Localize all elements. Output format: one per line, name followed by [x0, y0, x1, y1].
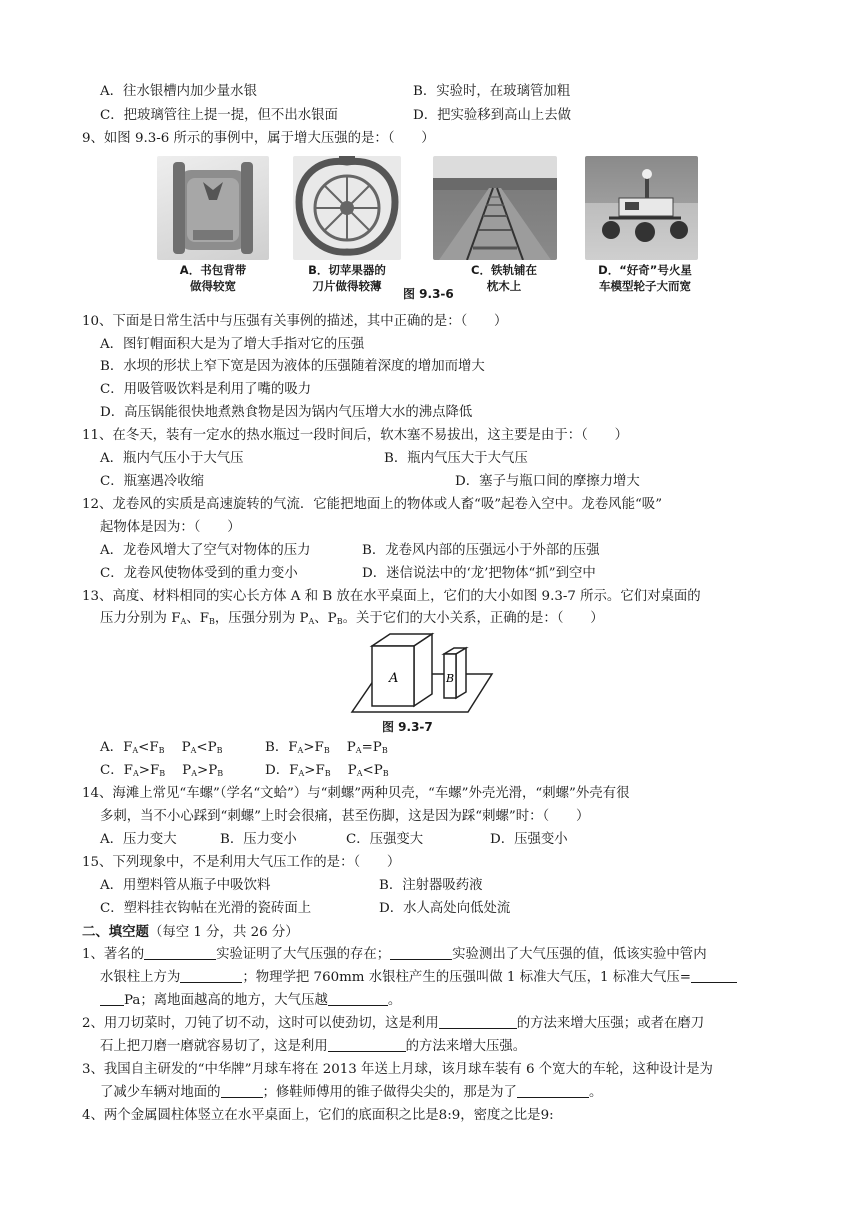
block-b-label: B: [446, 672, 455, 685]
q13-sub-b: B: [323, 746, 330, 755]
caption-a: [153, 262, 273, 294]
q12-stem-line2: 起物体是因为：（ ）: [100, 520, 241, 535]
q13-sym-p: P: [346, 740, 356, 755]
q13-sub-b: B: [381, 746, 388, 755]
q14-stem-line2: 多刺，当不小心踩到“刺螺”上时会很痛，甚至伤脚，这是因为踩“刺螺”时：（ ）: [100, 809, 590, 824]
q14-option-c: C．压强变大: [346, 832, 424, 847]
f1-line1: [82, 946, 707, 964]
q13-sub-b: B: [336, 617, 343, 626]
q13-rel-p: =: [361, 740, 373, 755]
q11-option-a: A．瓶内气压小于大气压: [100, 451, 244, 466]
q14-option-d: D．压强变小: [490, 832, 568, 847]
q13-sym-p: P: [327, 611, 337, 626]
q12-stem-line1: 12、龙卷风的实质是高速旋转的气流．它能把地面上的物体或人畜“吸”起卷入空中。龙卷风能“吸”: [82, 497, 663, 512]
q15-stem: 15、下列现象中，不是利用大气压工作的是：（ ）: [82, 855, 401, 870]
f1-line3: [100, 992, 401, 1010]
blank-3[interactable]: [180, 969, 242, 983]
q10-option-d: D．高压锅能很快地煮熟食物是因为锅内气压增大水的沸点降低: [100, 405, 473, 420]
apple-slicer-photo: [293, 156, 401, 260]
q12-option-b: B．龙卷风内部的压强远小于外部的压强: [362, 543, 600, 558]
q11-option-b: B．瓶内气压大于大气压: [384, 451, 528, 466]
q13-stem-line2: 压力分别为 $F_A$、$F_B$，压强分别为 $P_A$、$P_B$。关于它们的大小关系，正确的是：（ ）: [100, 611, 604, 626]
q13-option-a: [100, 739, 223, 760]
caption-b-line1: B．切苹果器的: [308, 263, 386, 277]
caption-b: [287, 262, 407, 294]
q15-option-b: B．注射器吸药液: [379, 878, 483, 893]
caption-c-line1: C．铁轨铺在: [471, 263, 537, 277]
q9-stem: 9、如图 9.3-6 所示的事例中，属于增大压强的是：（ ）: [82, 131, 435, 146]
q13-sub-a: A: [356, 769, 363, 778]
q13-option-d: [265, 762, 389, 783]
q13-sub-a: A: [132, 746, 139, 755]
q13-stem-pre: 压力分别为 F: [100, 611, 181, 626]
q13-sub-a: A: [297, 746, 304, 755]
q14-stem-line1: 14、海滩上常见“车螺”（学名“文蛤”）与“刺螺”两种贝壳，“车螺”外壳光滑，“刺螺”外壳有很: [82, 786, 630, 801]
f2-line2: [100, 1038, 526, 1056]
q13-stem-line1: 13、高度、材料相同的实心长方体 A 和 B 放在水平桌面上，它们的大小如图 9.3-7 所示。它们对桌面的: [82, 589, 701, 604]
caption-d: [580, 262, 710, 294]
q13-sym-f: F: [314, 740, 324, 755]
f2-line1: [82, 1015, 704, 1033]
q13-sym-p: P: [373, 763, 383, 778]
q13-sym-p: P: [208, 763, 218, 778]
blank-1[interactable]: [144, 946, 216, 960]
f1-text-g: 。: [387, 993, 402, 1008]
q11-stem: 11、在冬天，装有一定水的热水瓶过一段时间后，软木塞不易拔出，这主要是由于：（ ）: [82, 428, 628, 443]
q12-option-c: C．龙卷风使物体受到的重力变小: [100, 566, 298, 581]
q14-option-b: B．压力变小: [220, 832, 297, 847]
q13-rel-f: >: [303, 740, 315, 755]
f1-text-c: 实验测出了大气压强的值，低该实验中管内: [452, 947, 707, 962]
q13-sym-p: P: [207, 740, 217, 755]
caption-b-line2: 刀片做得较薄: [312, 279, 382, 293]
q13-stem-mid: ，压强分别为 P: [214, 611, 309, 626]
q13-sym-f: F: [288, 740, 298, 755]
q11-option-d: D．塞子与瓶口间的摩擦力增大: [455, 474, 640, 489]
q13-option-b-letter: B．: [265, 740, 289, 755]
q13-sym-f: F: [315, 763, 325, 778]
q13-sym-p: P: [181, 740, 191, 755]
q14-option-a: A．压力变大: [100, 832, 177, 847]
section-2-title: 二、填空题: [82, 924, 149, 940]
q13-sym-p: P: [372, 740, 382, 755]
f1-text-b: 实验证明了大气压强的存在；: [216, 947, 391, 962]
q13-rel-f: <: [138, 740, 150, 755]
mars-rover-model-photo: [585, 156, 698, 260]
q13-sub-b: B: [208, 617, 215, 626]
blank-8[interactable]: [221, 1084, 263, 1098]
q15-option-a: A．用塑料管从瓶子中吸饮料: [100, 878, 271, 893]
f1-text-f: Pa；离地面越高的地方，大气压越: [124, 993, 328, 1008]
q13-sub-a: A: [298, 769, 305, 778]
q13-rel-f: >: [304, 763, 316, 778]
q13-sym-p: P: [347, 763, 357, 778]
q8-option-b: B．实验时，在玻璃管加粗: [413, 84, 571, 99]
q13-sub-a: A: [190, 746, 197, 755]
f2-text-a: 2、用刀切菜时，刀钝了切不动，这时可以使劲切，这是利用: [82, 1016, 439, 1031]
q8-option-a: A．往水银槽内加少量水银: [100, 84, 257, 99]
q13-sub-b: B: [324, 769, 331, 778]
q12-option-d: D．迷信说法中的‘龙’把物体“抓”到空中: [362, 566, 596, 581]
f4-line1: 4、两个金属圆柱体竖立在水平桌面上，它们的底面积之比是8:9，密度之比是9:: [82, 1108, 554, 1123]
blocks-figure: [340, 630, 500, 716]
section-2-note: （每空 1 分，共 26 分）: [148, 925, 299, 940]
f1-text-d: 水银柱上方为: [100, 970, 181, 985]
q13-rel-f: >: [138, 763, 150, 778]
q13-sym-f: F: [149, 763, 160, 778]
q15-option-c: C．塑料挂衣钩帖在光滑的瓷砖面上: [100, 901, 312, 916]
q13-sub-a: A: [308, 617, 315, 626]
q13-sym-f: F: [123, 740, 133, 755]
q10-option-a: A．图钉帽面积大是为了增大手指对它的压强: [100, 337, 365, 352]
backpack-photo: [157, 156, 269, 260]
f3-text-a: 了减少车辆对地面的: [100, 1085, 221, 1100]
q13-option-c: [100, 762, 223, 783]
f1-line2: [100, 969, 737, 987]
block-a-label: A: [389, 671, 399, 686]
f2-text-b: 的方法来增大压强；或者在磨刀: [516, 1016, 705, 1031]
q13-option-b: [265, 739, 388, 760]
caption-a-line2: 做得较宽: [190, 279, 236, 293]
q13-option-c-letter: C．: [100, 763, 124, 778]
q13-sub-a: A: [180, 617, 187, 626]
q13-sub-b: B: [382, 769, 389, 778]
q13-sub-a: A: [355, 746, 362, 755]
q13-sym-f: F: [289, 763, 299, 778]
q13-sym-f: F: [199, 611, 209, 626]
caption-c: [444, 262, 564, 294]
blank-2[interactable]: [390, 946, 452, 960]
q10-option-b: B．水坝的形状上窄下宽是因为液体的压强随着深度的增加而增大: [100, 359, 485, 374]
figure-9-3-7-label: 图 9.3-7: [382, 720, 433, 734]
q8-option-c: C．把玻璃管往上提一提，但不出水银面: [100, 108, 338, 123]
caption-d-line1: D．“好奇”号火星: [598, 263, 692, 277]
f3-text-c: 。: [588, 1085, 603, 1100]
f1-text-e: ；物理学把 760mm 水银柱产生的压强叫做 1 标准大气压，1 标准大气压=: [242, 970, 691, 985]
q13-sym-f: F: [123, 763, 133, 778]
q13-sym-p: P: [182, 763, 192, 778]
blank-9[interactable]: [517, 1084, 589, 1098]
figure-9-3-6-label: 图 9.3-6: [403, 287, 454, 301]
blank-6[interactable]: [439, 1015, 517, 1029]
caption-a-line1: A．书包背带: [179, 263, 247, 277]
q13-option-a-letter: A．: [100, 740, 124, 755]
q12-option-a: A．龙卷风增大了空气对物体的压力: [100, 543, 311, 558]
q11-option-c: C．瓶塞遇冷收缩: [100, 474, 204, 489]
q10-option-c: C．用吸管吸饮料是利用了嘴的吸力: [100, 382, 312, 397]
blank-7[interactable]: [328, 1038, 406, 1052]
q13-sub-b: B: [159, 769, 166, 778]
q15-option-d: D．水人高处向低处流: [379, 901, 511, 916]
q13-sub-b: B: [217, 769, 224, 778]
f1-text-a: 1、著名的: [82, 947, 145, 962]
blank-4[interactable]: [691, 969, 737, 983]
q13-sub-b: B: [158, 746, 165, 755]
q13-rel-p: <: [362, 763, 374, 778]
railway-tracks-photo: [433, 156, 557, 260]
f2-text-c: 石上把刀磨一磨就容易切了，这是利用: [100, 1039, 328, 1054]
q13-option-d-letter: D．: [265, 763, 290, 778]
section-2-heading: [82, 923, 299, 942]
q10-stem: 10、下面是日常生活中与压强有关事例的描述，其中正确的是：（ ）: [82, 314, 508, 329]
q13-rel-p: <: [196, 740, 208, 755]
f3-line1: 3、我国自主研发的“中华牌”月球车将在 2013 年送上月球，该月球车装有 6 个宽大的车轮，这种设计是为: [82, 1062, 713, 1077]
caption-c-line2: 枕木上: [486, 279, 522, 293]
q13-sym-f: F: [149, 740, 159, 755]
q13-rel-p: >: [196, 763, 209, 778]
caption-d-line2: 车模型轮子大而宽: [599, 279, 691, 293]
blank-5[interactable]: [328, 992, 388, 1006]
f3-text-b: ；修鞋师傅用的锥子做得尖尖的，那是为了: [262, 1085, 517, 1100]
q13-sub-b: B: [216, 746, 223, 755]
q13-stem-post: 。关于它们的大小关系，正确的是：（ ）: [342, 611, 604, 626]
blank-4-cont[interactable]: [100, 992, 124, 1006]
f3-line2: [100, 1084, 602, 1102]
q13-sub-a: A: [132, 769, 139, 778]
q13-sub-a: A: [191, 769, 197, 778]
q8-option-d: D．把实验移到高山上去做: [413, 108, 572, 123]
f2-text-d: 的方法来增大压强。: [405, 1039, 527, 1054]
